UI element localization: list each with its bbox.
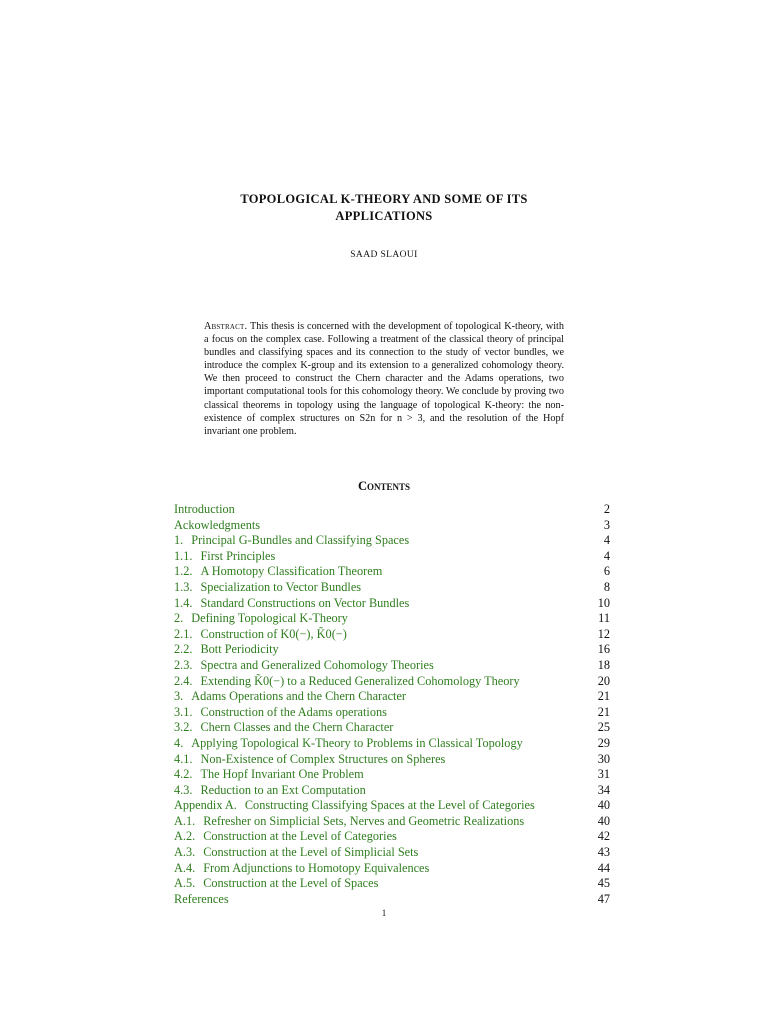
toc-link[interactable]: [174, 829, 397, 845]
toc-link[interactable]: [174, 674, 520, 690]
toc-section-title: From Adjunctions to Homotopy Equivalences: [203, 860, 430, 875]
toc-page-number: 21: [597, 704, 610, 719]
toc-section-title: Construction at the Level of Spaces: [203, 876, 379, 891]
toc-section-title: Standard Constructions on Vector Bundles: [200, 595, 410, 610]
toc-section-number: A.5.: [174, 876, 196, 891]
toc-page-number: 47: [597, 891, 610, 906]
toc-section-number: A.1.: [174, 813, 196, 828]
toc-section-title: Bott Periodicity: [200, 642, 279, 657]
toc-page-number: 44: [597, 860, 610, 875]
toc-section-number: 2.1.: [174, 626, 193, 641]
table-of-contents: [174, 502, 610, 907]
toc-row: [174, 705, 610, 721]
toc-row: [174, 876, 610, 892]
toc-link[interactable]: [174, 502, 235, 518]
toc-section-title: Introduction: [174, 502, 235, 516]
toc-row: [174, 549, 610, 565]
toc-link[interactable]: [174, 767, 364, 783]
toc-section-number: Appendix A.: [174, 798, 237, 813]
abstract-text: This thesis is concerned with the development of topological K-theory, with a focus on the complex case. Following a treatment of the classical theory of principal bundles and classifying spaces and its connection to the study of vector bundles, we introduce the complex K-group and its extension to a generalized cohomology theory. We then proceed to construct the Chern character and the Adams operations, two important computational tools for this cohomology theory. We conclude by proving two classical theorems in topology using the language of topological K-theory: the non-existence of complex structures on S2n for n > 3, and the resolution of the Hopf invariant one problem.: [204, 321, 564, 437]
toc-link[interactable]: [174, 580, 361, 596]
toc-section-title: Ackowledgments: [174, 517, 261, 532]
toc-link[interactable]: [174, 549, 275, 565]
toc-page-number: 25: [597, 720, 610, 735]
toc-page-number: 3: [603, 517, 610, 532]
toc-link[interactable]: [174, 642, 279, 658]
toc-row: [174, 829, 610, 845]
toc-row: [174, 502, 610, 518]
toc-row: [174, 845, 610, 861]
toc-section-title: The Hopf Invariant One Problem: [200, 767, 364, 782]
toc-page-number: 11: [598, 611, 610, 626]
toc-section-title: Construction of the Adams operations: [200, 704, 387, 719]
toc-section-number: 1.3.: [174, 579, 193, 594]
toc-section-number: 3.2.: [174, 720, 193, 735]
toc-section-number: 2.2.: [174, 642, 193, 657]
toc-link[interactable]: [174, 876, 378, 892]
toc-section-number: A.4.: [174, 860, 196, 875]
toc-page-number: 42: [597, 829, 610, 844]
toc-section-title: Extending K̃0(−) to a Reduced Generalized Cohomology Theory: [200, 673, 520, 688]
toc-link[interactable]: [174, 720, 393, 736]
toc-page-number: 2: [603, 502, 610, 516]
toc-page-number: 45: [597, 876, 610, 891]
toc-page-number: 40: [597, 813, 610, 828]
toc-link[interactable]: [174, 705, 387, 721]
toc-row: [174, 658, 610, 674]
toc-section-title: Adams Operations and the Chern Character: [191, 689, 407, 704]
toc-section-number: 4.2.: [174, 767, 193, 782]
toc-page-number: 21: [597, 689, 610, 704]
toc-row: [174, 596, 610, 612]
toc-page-number: 6: [603, 564, 610, 579]
toc-section-title: Spectra and Generalized Cohomology Theories: [200, 657, 434, 672]
toc-section-number: 1.4.: [174, 595, 193, 610]
toc-link[interactable]: [174, 845, 418, 861]
toc-row: [174, 580, 610, 596]
toc-link[interactable]: [174, 892, 229, 908]
toc-row: [174, 518, 610, 534]
toc-page-number: 18: [597, 657, 610, 672]
toc-section-title: Defining Topological K-Theory: [191, 611, 348, 626]
toc-section-title: Refresher on Simplicial Sets, Nerves and Geometric Realizations: [203, 813, 525, 828]
toc-section-number: 1.1.: [174, 548, 193, 563]
toc-section-title: Reduction to an Ext Computation: [200, 782, 366, 797]
toc-page-number: 29: [597, 735, 610, 750]
abstract-label: Abstract.: [204, 321, 248, 332]
toc-page-number: 20: [597, 673, 610, 688]
paper-title: [174, 191, 594, 225]
toc-link[interactable]: [174, 861, 429, 877]
toc-row: [174, 736, 610, 752]
toc-section-number: 1.2.: [174, 564, 193, 579]
title-line-1: TOPOLOGICAL K-THEORY AND SOME OF ITS: [240, 192, 528, 206]
toc-link[interactable]: [174, 752, 445, 768]
toc-section-title: Principal G-Bundles and Classifying Spaces: [191, 533, 410, 548]
toc-link[interactable]: [174, 533, 409, 549]
toc-page-number: 4: [603, 533, 610, 548]
toc-section-title: Applying Topological K-Theory to Problems in Classical Topology: [191, 735, 523, 750]
toc-section-number: 3.1.: [174, 704, 193, 719]
toc-row: [174, 798, 610, 814]
toc-page-number: 31: [597, 767, 610, 782]
toc-page-number: 10: [597, 595, 610, 610]
toc-section-number: 4.1.: [174, 751, 193, 766]
toc-section-title: First Principles: [200, 548, 276, 563]
abstract: [204, 320, 564, 438]
toc-page-number: 16: [597, 642, 610, 657]
toc-link[interactable]: [174, 627, 347, 643]
toc-page-number: 12: [597, 626, 610, 641]
toc-section-number: 2.3.: [174, 657, 193, 672]
toc-link[interactable]: [174, 798, 535, 814]
toc-row: [174, 720, 610, 736]
author-name: SAAD SLAOUI: [350, 250, 418, 260]
toc-page-number: 40: [597, 798, 610, 813]
toc-section-title: A Homotopy Classification Theorem: [200, 564, 383, 579]
toc-link[interactable]: [174, 689, 406, 705]
toc-link[interactable]: [174, 783, 366, 799]
toc-row: [174, 642, 610, 658]
contents-heading: Contents: [357, 479, 411, 493]
toc-section-title: Construction of K0(−), K̃0(−): [200, 626, 347, 641]
toc-section-number: A.2.: [174, 829, 196, 844]
toc-page-number: 30: [597, 751, 610, 766]
toc-link[interactable]: [174, 736, 523, 752]
title-line-2: APPLICATIONS: [335, 209, 433, 223]
toc-row: [174, 689, 610, 705]
toc-link[interactable]: [174, 814, 524, 830]
toc-section-number: 3.: [174, 689, 184, 704]
toc-section-title: Construction at the Level of Categories: [203, 829, 397, 844]
toc-section-title: Specialization to Vector Bundles: [200, 579, 362, 594]
toc-section-number: 1.: [174, 533, 184, 548]
toc-link[interactable]: [174, 658, 434, 674]
toc-section-title: Constructing Classifying Spaces at the Level of Categories: [244, 798, 535, 813]
toc-section-title: References: [174, 891, 229, 906]
toc-section-number: 4.: [174, 735, 184, 750]
toc-page-number: 34: [597, 782, 610, 797]
toc-section-title: Chern Classes and the Chern Character: [200, 720, 394, 735]
toc-row: [174, 767, 610, 783]
toc-section-number: 4.3.: [174, 782, 193, 797]
toc-row: [174, 611, 610, 627]
toc-page-number: 4: [603, 548, 610, 563]
toc-link[interactable]: [174, 596, 409, 612]
toc-section-title: Non-Existence of Complex Structures on Spheres: [200, 751, 446, 766]
toc-row: [174, 814, 610, 830]
toc-row: [174, 783, 610, 799]
toc-section-number: 2.4.: [174, 673, 193, 688]
toc-row: [174, 752, 610, 768]
toc-row: [174, 674, 610, 690]
toc-link[interactable]: [174, 564, 382, 580]
toc-row: [174, 892, 610, 908]
toc-row: [174, 533, 610, 549]
toc-row: [174, 627, 610, 643]
toc-section-title: Construction at the Level of Simplicial Sets: [203, 845, 419, 860]
toc-link[interactable]: [174, 518, 260, 534]
toc-section-number: 2.: [174, 611, 184, 626]
toc-link[interactable]: [174, 611, 348, 627]
toc-row: [174, 564, 610, 580]
toc-page-number: 8: [603, 579, 610, 594]
page-number: 1: [381, 908, 387, 918]
toc-section-number: A.3.: [174, 845, 196, 860]
toc-page-number: 43: [597, 845, 610, 860]
toc-row: [174, 861, 610, 877]
